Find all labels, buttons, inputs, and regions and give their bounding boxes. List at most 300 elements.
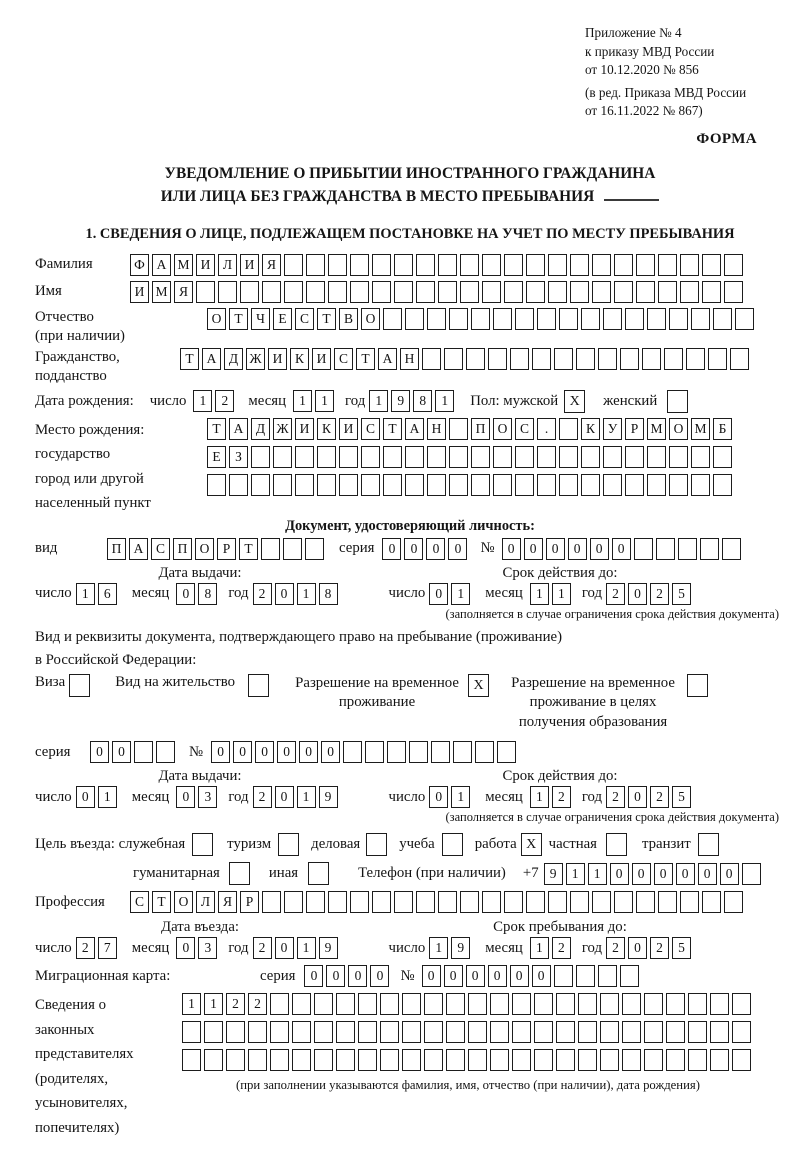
purpose-humanitarian-label: гуманитарная — [133, 865, 220, 881]
name-row — [35, 281, 785, 303]
char-cell — [460, 281, 479, 303]
purpose-business-label: деловая — [311, 836, 361, 852]
birthplace-cells-row-1 — [207, 418, 735, 440]
char-cell — [504, 254, 523, 276]
char-cell — [427, 308, 446, 330]
char-cell: 1 — [76, 583, 95, 605]
char-cell — [196, 281, 215, 303]
char-cell — [273, 474, 292, 496]
char-cell — [336, 1021, 355, 1043]
char-cell: Я — [218, 891, 237, 913]
permit-issue-year-cells — [253, 786, 341, 808]
char-cell — [204, 1049, 223, 1071]
entry-year-cells — [253, 937, 341, 959]
char-cell — [581, 308, 600, 330]
char-cell: Т — [383, 418, 402, 440]
char-cell: 2 — [552, 937, 571, 959]
permit-date-labels — [35, 767, 785, 785]
char-cell — [537, 474, 556, 496]
char-cell — [658, 281, 677, 303]
char-cell: 0 — [488, 965, 507, 987]
char-cell — [603, 308, 622, 330]
char-cell — [405, 446, 424, 468]
char-cell: 1 — [530, 583, 549, 605]
char-cell — [471, 308, 490, 330]
char-cell: Е — [207, 446, 226, 468]
char-cell — [453, 741, 472, 763]
char-cell — [710, 1021, 729, 1043]
char-cell — [361, 446, 380, 468]
char-cell: 0 — [502, 538, 521, 560]
char-cell — [449, 308, 468, 330]
citizenship-label-line-2: подданство — [35, 367, 107, 384]
char-cell — [336, 993, 355, 1015]
char-cell — [724, 891, 743, 913]
char-cell — [488, 348, 507, 370]
permit-valid-until-label: Срок действия до: — [502, 768, 618, 784]
char-cell — [427, 474, 446, 496]
char-cell — [262, 281, 281, 303]
char-cell — [515, 474, 534, 496]
char-cell: Т — [356, 348, 375, 370]
char-cell: 1 — [530, 786, 549, 808]
appendix-line-3: от 10.12.2020 № 856 — [585, 62, 699, 77]
char-cell — [317, 446, 336, 468]
char-cell — [134, 741, 153, 763]
char-cell — [446, 1021, 465, 1043]
char-cell: З — [229, 446, 248, 468]
char-cell — [339, 446, 358, 468]
char-cell — [578, 1049, 597, 1071]
doc-until-month-cells — [530, 583, 574, 605]
char-cell: 0 — [348, 965, 367, 987]
phone-label: Телефон (при наличии) — [358, 865, 506, 881]
char-cell: Н — [427, 418, 446, 440]
char-cell — [328, 891, 347, 913]
char-cell: 0 — [676, 863, 695, 885]
char-cell — [251, 446, 270, 468]
char-cell — [603, 446, 622, 468]
char-cell: 0 — [275, 583, 294, 605]
char-cell — [207, 474, 226, 496]
char-cell: М — [691, 418, 710, 440]
char-cell — [526, 281, 545, 303]
char-cell: 0 — [176, 937, 195, 959]
char-cell — [493, 474, 512, 496]
char-cell — [710, 1049, 729, 1071]
char-cell: 1 — [204, 993, 223, 1015]
char-cell: И — [295, 418, 314, 440]
char-cell: 9 — [451, 937, 470, 959]
char-cell — [380, 1021, 399, 1043]
residence-doc-line-1: Вид и реквизиты документа, подтверждающего право на пребывание (проживание) — [35, 628, 563, 645]
char-cell: С — [515, 418, 534, 440]
char-cell — [592, 254, 611, 276]
char-cell — [387, 741, 406, 763]
char-cell — [449, 446, 468, 468]
char-cell — [438, 281, 457, 303]
char-cell — [490, 1021, 509, 1043]
char-cell: К — [581, 418, 600, 440]
char-cell — [724, 254, 743, 276]
permit-number-cells — [211, 741, 519, 763]
birthdate-row — [35, 390, 785, 413]
doc-until-day-cells — [429, 583, 473, 605]
representatives-note: (при заполнении указываются фамилия, имя, отчество (при наличии), дата рождения) — [236, 1078, 700, 1092]
char-cell — [534, 1021, 553, 1043]
mig-number-cells — [422, 965, 642, 987]
day-label: число — [388, 585, 426, 601]
char-cell — [306, 254, 325, 276]
char-cell — [598, 965, 617, 987]
birthplace-cells-row-3 — [207, 474, 735, 496]
char-cell — [713, 308, 732, 330]
char-cell — [314, 993, 333, 1015]
char-cell: 1 — [297, 583, 316, 605]
birth-year-cells — [369, 390, 457, 412]
doc-issue-date-label: Дата выдачи: — [158, 564, 242, 581]
kind-label: вид — [35, 540, 58, 556]
birth-day-cells — [193, 390, 237, 412]
char-cell: 1 — [588, 863, 607, 885]
char-cell — [625, 474, 644, 496]
char-cell: М — [152, 281, 171, 303]
char-cell: П — [471, 418, 490, 440]
birthplace-label-line-3: город или другой — [35, 470, 144, 487]
char-cell — [416, 281, 435, 303]
char-cell — [446, 1049, 465, 1071]
patronymic-label-line-2: (при наличии) — [35, 327, 125, 344]
representatives-label-line-6: попечителях) — [35, 1119, 120, 1136]
char-cell — [427, 446, 446, 468]
entry-date-labels — [35, 918, 785, 936]
char-cell — [475, 741, 494, 763]
char-cell — [248, 1021, 267, 1043]
month-label: месяц — [131, 585, 170, 601]
purpose-transit-checkbox — [698, 833, 722, 856]
char-cell — [284, 891, 303, 913]
char-cell: 2 — [650, 937, 669, 959]
temp-permit-checkbox — [468, 674, 492, 697]
char-cell: О — [195, 538, 214, 560]
char-cell — [226, 1021, 245, 1043]
char-cell — [504, 891, 523, 913]
char-cell — [702, 254, 721, 276]
char-cell: 2 — [606, 937, 625, 959]
char-cell — [328, 254, 347, 276]
char-cell: 2 — [650, 786, 669, 808]
char-cell — [526, 254, 545, 276]
checkbox-cell — [278, 833, 299, 856]
char-cell: 2 — [606, 583, 625, 605]
char-cell: 1 — [429, 937, 448, 959]
profession-row — [35, 891, 785, 913]
char-cell — [482, 281, 501, 303]
form-title-line-2-text: ИЛИ ЛИЦА БЕЗ ГРАЖДАНСТВА В МЕСТО ПРЕБЫВАНИЯ — [160, 187, 595, 205]
char-cell — [614, 891, 633, 913]
char-cell: 0 — [628, 583, 647, 605]
char-cell: 0 — [382, 538, 401, 560]
document-dates-row — [35, 583, 785, 605]
char-cell — [383, 446, 402, 468]
char-cell — [295, 446, 314, 468]
year-label: год — [581, 585, 603, 601]
char-cell: О — [207, 308, 226, 330]
char-cell — [603, 474, 622, 496]
char-cell — [380, 1049, 399, 1071]
char-cell — [644, 993, 663, 1015]
profession-label: Профессия — [35, 893, 105, 910]
doc-issue-year-cells — [253, 583, 341, 605]
checkbox-cell — [229, 862, 250, 885]
permit-series-cells — [90, 741, 178, 763]
char-cell — [548, 891, 567, 913]
char-cell: 0 — [628, 937, 647, 959]
char-cell: 0 — [720, 863, 739, 885]
checkbox-cell — [687, 674, 708, 697]
residence-permit-label: Вид на жительство — [115, 673, 236, 690]
char-cell: 2 — [650, 583, 669, 605]
char-cell: 0 — [444, 965, 463, 987]
char-cell: 3 — [198, 786, 217, 808]
char-cell — [532, 348, 551, 370]
checkbox-cell: X — [521, 833, 542, 856]
representatives-row — [35, 993, 785, 1140]
purpose-tourism-label: туризм — [227, 836, 272, 852]
char-cell — [295, 474, 314, 496]
appendix-line-2: к приказу МВД России — [585, 43, 715, 59]
purpose-row — [35, 833, 785, 856]
sex-female-label: женский — [603, 392, 658, 409]
sex-male-label: Пол: мужской — [470, 392, 559, 409]
char-cell — [424, 1021, 443, 1043]
residence-permit-checkbox — [248, 674, 272, 697]
char-cell — [581, 474, 600, 496]
char-cell — [678, 538, 697, 560]
doc-series-label: серия — [339, 540, 375, 556]
purpose-work-label: работа — [474, 836, 517, 852]
char-cell — [700, 538, 719, 560]
citizenship-row — [35, 348, 785, 386]
birthplace-label — [35, 418, 207, 516]
char-cell: 0 — [275, 786, 294, 808]
purpose-other-label: иная — [268, 865, 299, 881]
char-cell — [732, 993, 751, 1015]
char-cell — [328, 281, 347, 303]
char-cell — [314, 1049, 333, 1071]
checkbox-cell — [308, 862, 329, 885]
char-cell: А — [152, 254, 171, 276]
phone-cells — [544, 863, 764, 885]
char-cell: 9 — [319, 786, 338, 808]
char-cell — [570, 254, 589, 276]
char-cell — [372, 254, 391, 276]
char-cell — [416, 254, 435, 276]
char-cell: 1 — [566, 863, 585, 885]
char-cell — [556, 1049, 575, 1071]
char-cell — [534, 1049, 553, 1071]
char-cell — [372, 891, 391, 913]
char-cell — [600, 1021, 619, 1043]
char-cell: 8 — [319, 583, 338, 605]
char-cell — [688, 1021, 707, 1043]
stay-day-cells — [429, 937, 473, 959]
char-cell — [614, 254, 633, 276]
char-cell: Я — [262, 254, 281, 276]
char-cell: 1 — [530, 937, 549, 959]
char-cell: Л — [196, 891, 215, 913]
checkbox-cell — [442, 833, 463, 856]
char-cell: Р — [217, 538, 236, 560]
char-cell — [722, 538, 741, 560]
char-cell — [680, 281, 699, 303]
char-cell — [688, 1049, 707, 1071]
char-cell — [460, 891, 479, 913]
char-cell — [559, 418, 578, 440]
profession-cells — [130, 891, 746, 913]
char-cell: 0 — [233, 741, 252, 763]
char-cell: 0 — [255, 741, 274, 763]
char-cell: 0 — [277, 741, 296, 763]
char-cell — [664, 348, 683, 370]
char-cell: Р — [240, 891, 259, 913]
char-cell — [504, 281, 523, 303]
char-cell: 1 — [182, 993, 201, 1015]
char-cell: О — [669, 418, 688, 440]
char-cell: М — [647, 418, 666, 440]
surname-label: Фамилия — [35, 256, 93, 272]
char-cell — [471, 446, 490, 468]
char-cell — [350, 891, 369, 913]
char-cell — [680, 891, 699, 913]
char-cell — [600, 1049, 619, 1071]
validity-note: (заполняется в случае ограничения срока действия документа) — [445, 810, 779, 824]
char-cell — [625, 308, 644, 330]
char-cell: 8 — [413, 390, 432, 412]
char-cell — [409, 741, 428, 763]
char-cell — [490, 1049, 509, 1071]
char-cell: 0 — [176, 583, 195, 605]
char-cell — [620, 348, 639, 370]
form-title-line-1: УВЕДОМЛЕНИЕ О ПРИБЫТИИ ИНОСТРАННОГО ГРАЖДАНИНА — [164, 164, 656, 182]
char-cell: 0 — [612, 538, 631, 560]
char-cell: 2 — [552, 786, 571, 808]
entry-date-label: Дата въезда: — [161, 919, 239, 935]
permit-dates-row — [35, 786, 785, 808]
char-cell: 1 — [297, 786, 316, 808]
char-cell — [317, 474, 336, 496]
char-cell: 5 — [672, 937, 691, 959]
char-cell: 1 — [451, 786, 470, 808]
char-cell: О — [493, 418, 512, 440]
doc-issue-day-cells — [76, 583, 120, 605]
char-cell — [686, 348, 705, 370]
char-cell — [534, 993, 553, 1015]
entry-dates-row — [35, 937, 785, 959]
char-cell — [394, 281, 413, 303]
char-cell — [402, 993, 421, 1015]
char-cell — [204, 1021, 223, 1043]
char-cell: Ж — [273, 418, 292, 440]
month-label: месяц — [248, 392, 287, 409]
char-cell — [468, 1049, 487, 1071]
representatives-cells-row-2 — [182, 1021, 754, 1043]
char-cell: 1 — [369, 390, 388, 412]
char-cell — [669, 446, 688, 468]
char-cell: И — [312, 348, 331, 370]
char-cell — [710, 993, 729, 1015]
char-cell — [642, 348, 661, 370]
char-cell — [512, 1049, 531, 1071]
char-cell — [515, 446, 534, 468]
representatives-cells-row-3 — [182, 1049, 754, 1071]
year-label: год — [228, 788, 249, 805]
char-cell: 0 — [546, 538, 565, 560]
char-cell — [339, 474, 358, 496]
char-cell — [724, 281, 743, 303]
char-cell: К — [290, 348, 309, 370]
char-cell — [636, 281, 655, 303]
permit-issue-month-cells — [176, 786, 220, 808]
char-cell — [556, 1021, 575, 1043]
char-cell — [512, 1021, 531, 1043]
char-cell — [702, 281, 721, 303]
form-title — [35, 162, 785, 208]
char-cell — [581, 446, 600, 468]
temp-permit-edu-label: Разрешение на временное проживание в целях получения образования — [511, 674, 675, 730]
day-label: число — [149, 392, 187, 409]
char-cell — [578, 993, 597, 1015]
char-cell — [680, 254, 699, 276]
migration-card-label: Миграционная карта: — [35, 967, 171, 984]
char-cell — [394, 254, 413, 276]
patronymic-label — [35, 308, 207, 346]
char-cell — [497, 741, 516, 763]
permit-series-row — [35, 741, 785, 763]
purpose-row-2 — [35, 862, 785, 885]
char-cell: 7 — [98, 937, 117, 959]
surname-row — [35, 254, 785, 276]
checkbox-cell — [606, 833, 627, 856]
char-cell: Я — [174, 281, 193, 303]
char-cell: 0 — [404, 538, 423, 560]
char-cell: И — [268, 348, 287, 370]
purpose-study-checkbox — [442, 833, 466, 856]
char-cell: 8 — [198, 583, 217, 605]
char-cell — [482, 891, 501, 913]
char-cell: С — [361, 418, 380, 440]
appendix-line-5: от 16.11.2022 № 867) — [585, 103, 703, 118]
char-cell: 2 — [606, 786, 625, 808]
char-cell: С — [295, 308, 314, 330]
char-cell: И — [339, 418, 358, 440]
char-cell — [358, 993, 377, 1015]
entry-day-cells — [76, 937, 120, 959]
doc-until-year-cells — [606, 583, 694, 605]
permit-issue-day-cells — [76, 786, 120, 808]
char-cell — [229, 474, 248, 496]
char-cell — [383, 474, 402, 496]
char-cell — [226, 1049, 245, 1071]
char-cell — [644, 1021, 663, 1043]
char-cell: 1 — [552, 583, 571, 605]
document-date-labels — [35, 564, 785, 582]
citizenship-label-line-1: Гражданство, — [35, 348, 120, 365]
char-cell — [449, 474, 468, 496]
char-cell — [691, 308, 710, 330]
char-cell — [730, 348, 749, 370]
char-cell — [713, 474, 732, 496]
